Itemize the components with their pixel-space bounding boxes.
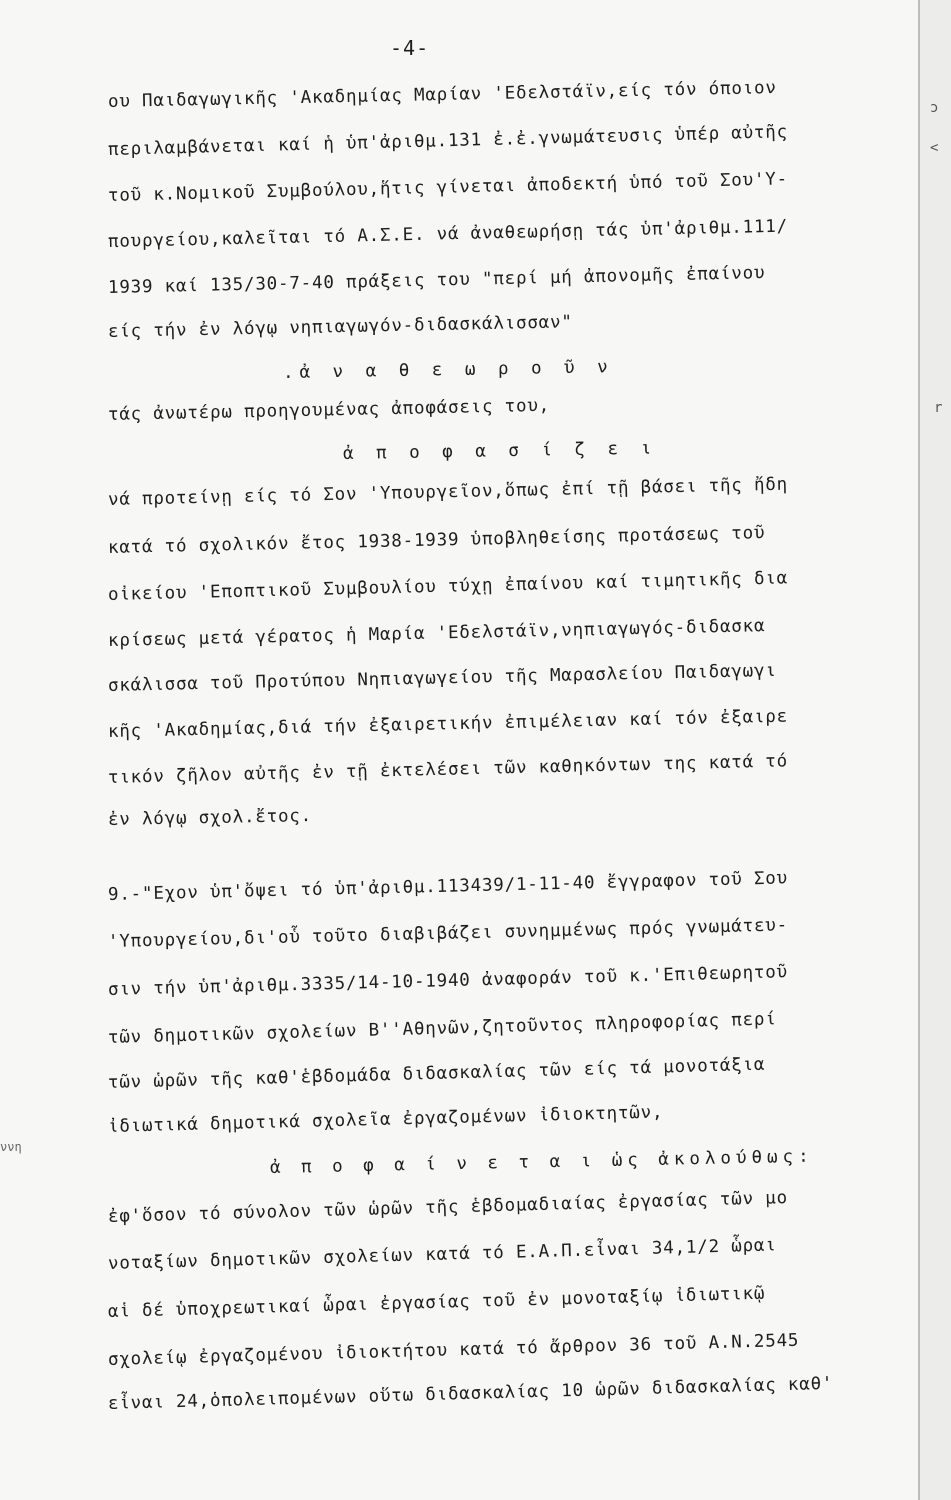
text-line: οἰκείου 'Εποπτικοῦ Συμβουλίου τύχῃ ἐπαίνου καί τιμητικῆς δια <box>107 568 789 605</box>
page-number: -4- <box>390 36 430 60</box>
text-line: τάς ἀνωτέρω προηγουμένας ἀποφάσεις του, <box>107 395 551 425</box>
section-heading: ἀ π ο φ α ί ν ε τ α ι ὡς ἀκολούθως: <box>269 1146 814 1178</box>
edge-mark: < <box>930 140 939 156</box>
text-line: εἶναι 24,ὁπολειπομένων οὕτω διδασκαλίας 10 ὡρῶν διδασκαλίας καθ' <box>107 1373 834 1414</box>
section-heading: .ἀ ν α θ ε ω ρ ο ῦ ν <box>282 357 614 383</box>
text-line: σχολείῳ ἐργαζομένου ἰδιοκτήτου κατά τό ἄρθρον 36 τοῦ Α.Ν.2545 <box>107 1330 800 1370</box>
text-line: τῶν δημοτικῶν σχολείων Β''Αθηνῶν,ζητοῦντος πληροφορίας περί <box>107 1009 777 1048</box>
text-line: τοῦ κ.Νομικοῦ Συμβούλου,ἥτις γίνεται ἀποδεκτή ὑπό τοῦ Σου'Υ- <box>107 169 789 206</box>
text-line: ου Παιδαγωγικῆς 'Ακαδημίας Μαρίαν 'Εδελστάϊν,είς τόν όποιον <box>107 77 777 112</box>
text-line: νοταξίων δημοτικῶν σχολείων κατά τό Ε.Α.Π.εἶναι 34,1/2 ὧραι <box>107 1235 777 1274</box>
text-line: σιν τήν ὑπ'ἀριθμ.3335/14-10-1940 ἀναφοράν τοῦ κ.'Επιθεωρητοῦ <box>107 962 789 1000</box>
text-line: τικόν ζῆλον αὐτῆς ἐν τῇ ἐκτελέσει τῶν καθηκόντων της κατά τό <box>107 751 789 788</box>
section-heading: ἀ π ο φ α σ ί ζ ε ι <box>342 438 658 464</box>
margin-note: ννη <box>0 1140 22 1154</box>
edge-mark: r <box>934 400 943 416</box>
text-line: 1939 καί 135/30-7-40 πράξεις του "περί μή ἀπονομῆς ἐπαίνου <box>107 263 766 298</box>
text-line: νά προτείνῃ είς τό Σον 'Υπουργεῖον,ὅπως ἐπί τῇ βάσει τῆς ἤδη <box>107 474 789 510</box>
text-line: κρίσεως μετά γέρατος ἡ Μαρία 'Εδελστάϊν,νηπιαγωγός-διδασκα <box>107 616 766 651</box>
text-line: περιλαμβάνεται καί ἡ ὑπ'ἀριθμ.131 ἐ.ἐ.γνωμάτευσις ὑπέρ αὐτῆς <box>107 122 789 160</box>
text-line: ἐφ'ὅσον τό σύνολον τῶν ὡρῶν τῆς ἑβδομαδιαίας ἐργασίας τῶν μο <box>107 1188 789 1227</box>
text-line: πουργείου,καλεῖται τό Α.Σ.Ε. νά ἀναθεωρήσῃ τάς ὑπ'ἀριθμ.111/ <box>107 216 789 252</box>
text-line: 'Υπουργείου,δι'οὗ τοῦτο διαβιβάζει συνημμένως πρός γνωμάτευ- <box>107 915 789 952</box>
text-line: τῶν ὡρῶν τῆς καθ'ἑβδομάδα διδασκαλίας τῶν είς τά μονοτάξια <box>107 1054 766 1093</box>
text-line: είς τήν ἐν λόγῳ νηπιαγωγόν-διδασκάλισσαν" <box>107 312 573 342</box>
text-line: ἰδιωτικά δημοτικά σχολεῖα ἐργαζομένων ἰδιοκτητῶν, <box>107 1102 664 1137</box>
text-line: κατά τό σχολικόν ἔτος 1938-1939 ὑποβληθείσης προτάσεως τοῦ <box>107 523 766 558</box>
text-line: 9.-"Εχον ὑπ'ὄψει τό ὑπ'ἀριθμ.113439/1-11-40 ἔγγραφον τοῦ Σου <box>107 868 789 905</box>
edge-mark: ɔ <box>930 100 939 116</box>
text-line: ἐν λόγῳ σχολ.ἔτος. <box>107 806 313 830</box>
text-line: κῆς 'Ακαδημίας,διά τήν ἐξαιρετικήν ἐπιμέλειαν καί τόν ἐξαιρε <box>107 706 789 742</box>
page-edge <box>918 0 951 1500</box>
text-line: αἱ δέ ὑποχρεωτικαί ὧραι ἐργασίας τοῦ ἐν μονοταξίῳ ἰδιωτικῷ <box>107 1283 766 1322</box>
text-line: σκάλισσα τοῦ Προτύπου Νηπιαγωγείου τῆς Μαρασλείου Παιδαγωγι <box>107 660 777 696</box>
